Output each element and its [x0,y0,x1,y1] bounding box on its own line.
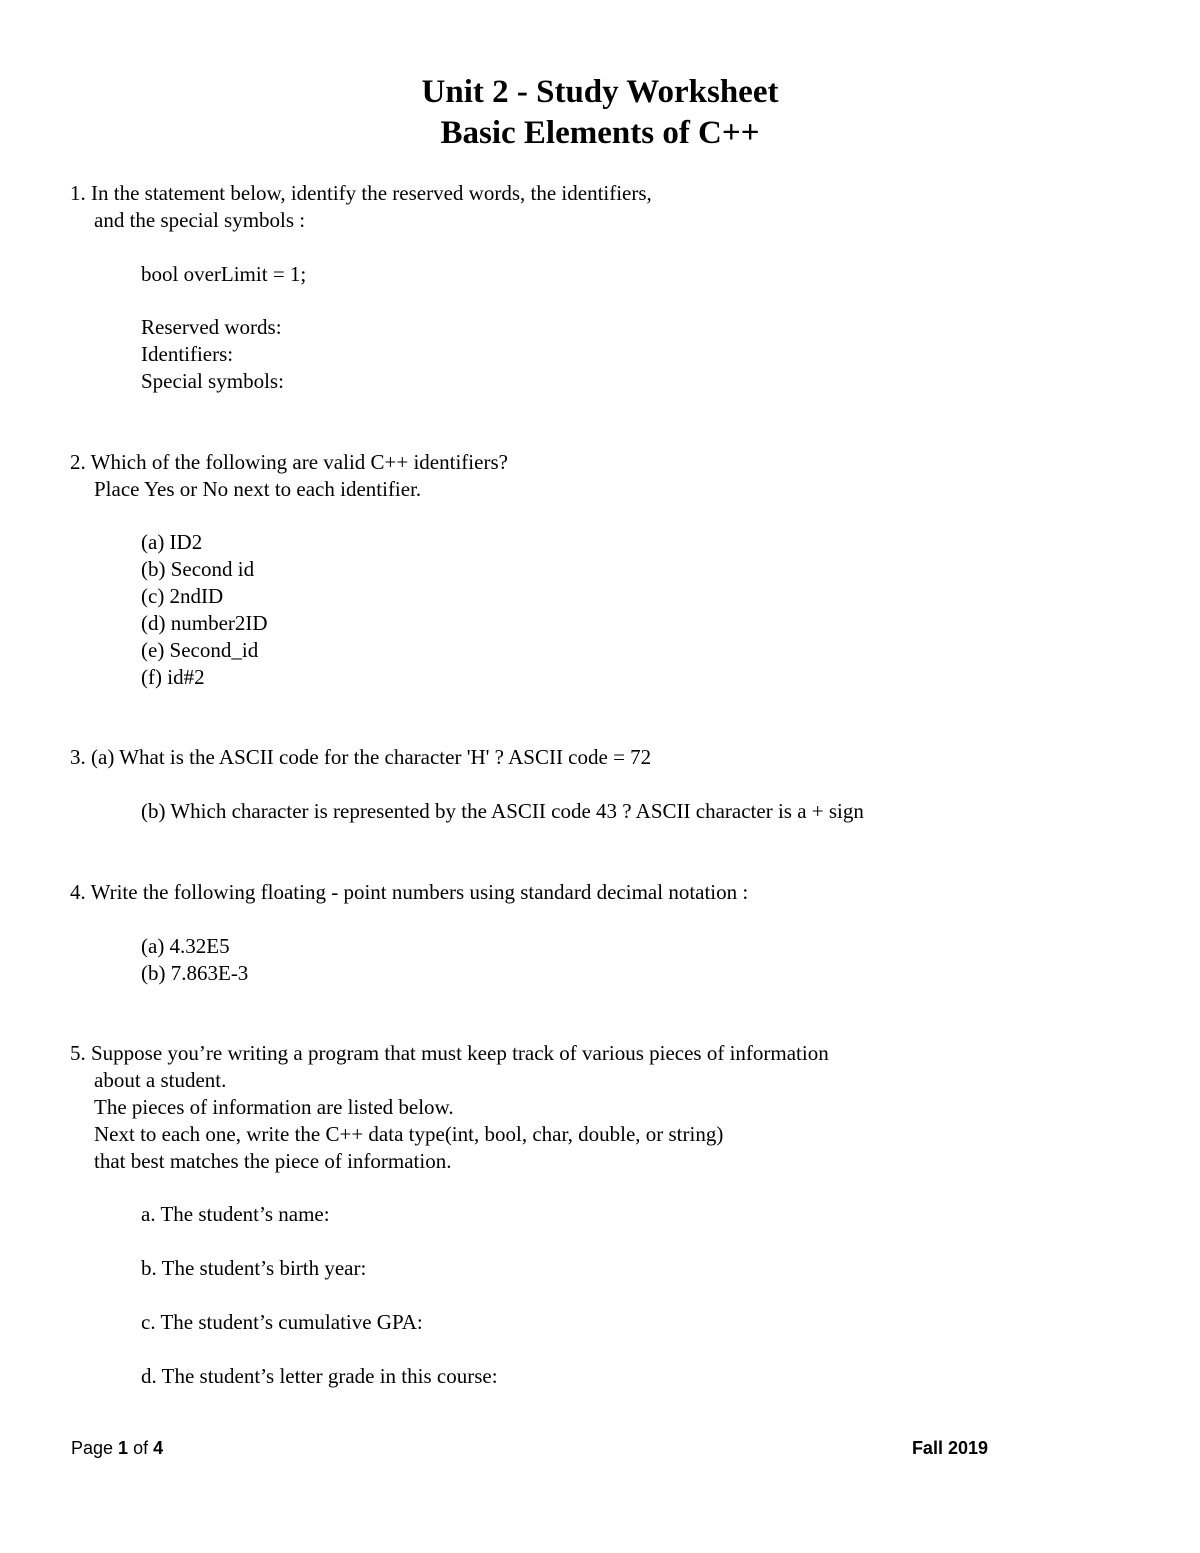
question-5-text-cont: The pieces of information are listed below. [94,1095,454,1119]
identifier-item: (e) Second_id [141,638,259,662]
question-5-text: 5. Suppose you’re writing a program that must keep track of various pieces of information [70,1041,829,1065]
term-text: Fall 2019 [911,1438,988,1458]
question-2-text-cont: Place Yes or No next to each identifier. [94,477,422,501]
question-5-text-cont: Next to each one, write the C++ data type(int, bool, char, double, or string) [94,1122,724,1146]
identifier-item: (b) Second id [141,557,255,581]
question-3b-text: (b) Which character is represented by the ASCII code 43 ? ASCII character is a + sign [141,799,864,823]
page-total: 4 [153,1438,164,1458]
page-current: 1 [118,1438,129,1458]
term-label [912,1437,988,1459]
reserved-words-label: Reserved words: [141,315,282,339]
identifier-item: (f) id#2 [141,665,205,689]
student-info-item: b. The student’s birth year: [141,1256,367,1280]
page-number [71,1437,163,1459]
question-1-code: bool overLimit = 1; [141,262,307,286]
page-prefix: Page [71,1438,119,1458]
identifiers-label: Identifiers: [141,342,234,366]
identifier-item: (c) 2ndID [141,584,224,608]
document-subtitle: Basic Elements of C++ [440,115,760,151]
question-5-text-cont: that best matches the piece of information. [94,1149,452,1173]
question-2-text: 2. Which of the following are valid C++ identifiers? [70,450,508,474]
number-item: (b) 7.863E-3 [141,961,249,985]
question-3a-text: 3. (a) What is the ASCII code for the character 'H' ? ASCII code = 72 [70,745,652,769]
question-1-text-cont: and the special symbols : [94,208,306,232]
page-of: of [128,1438,154,1458]
document-title: Unit 2 - Study Worksheet [421,74,779,110]
student-info-item: c. The student’s cumulative GPA: [141,1310,423,1334]
question-5-text-cont: about a student. [94,1068,227,1092]
identifier-item: (a) ID2 [141,530,203,554]
identifier-item: (d) number2ID [141,611,268,635]
number-item: (a) 4.32E5 [141,934,230,958]
question-4-text: 4. Write the following floating - point numbers using standard decimal notation : [70,880,749,904]
question-1-text: 1. In the statement below, identify the reserved words, the identifiers, [70,181,652,205]
student-info-item: a. The student’s name: [141,1202,330,1226]
student-info-item: d. The student’s letter grade in this course: [141,1364,498,1388]
special-symbols-label: Special symbols: [141,369,284,393]
